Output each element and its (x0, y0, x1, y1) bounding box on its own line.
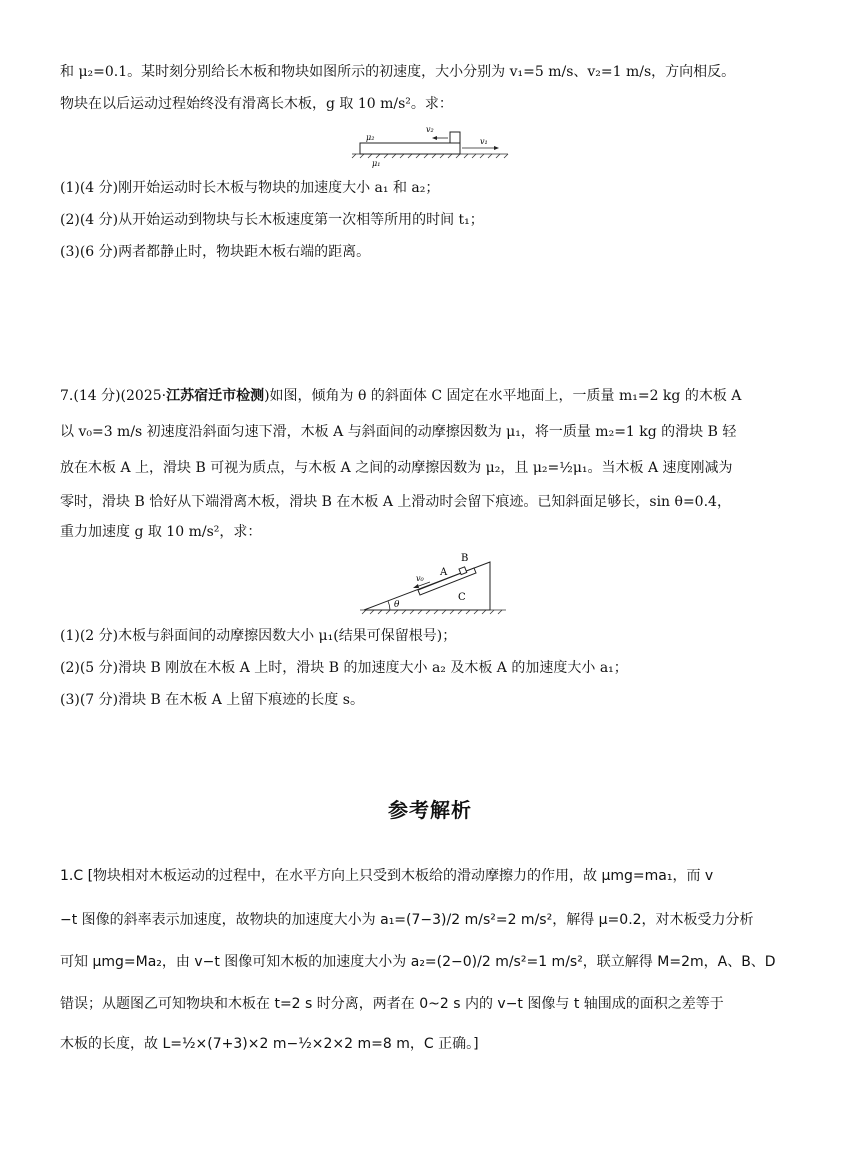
ground-hatch (360, 610, 506, 614)
label-c: C (458, 592, 466, 603)
q7-sub-3: (3)(7 分)滑块 B 在木板 A 上留下痕迹的长度 s。 (60, 692, 364, 708)
q6-sub-3: (3)(6 分)两者都静止时，物块距木板右端的距离。 (60, 244, 371, 260)
label-a: A (440, 567, 448, 578)
ground-hatch (352, 154, 508, 158)
q7-source: 江苏宿迁市检测 (166, 388, 265, 404)
block (450, 132, 460, 143)
answer-1-line-2: −t 图像的斜率表示加速度，故物块的加速度大小为 a₁=(7−3)/2 m/s²=2 m/s²，解得 μ=0.2，对木板受力分析 (60, 912, 754, 928)
q7-text-line-2: 以 v₀=3 m/s 初速度沿斜面匀速下滑，木板 A 与斜面间的动摩擦因数为 μ₁，将一质量 m₂=1 kg 的滑块 B 轻 (60, 424, 737, 440)
q6-text-line-1: 和 μ₂=0.1。某时刻分别给长木板和物块如图所示的初速度，大小分别为 v₁=5 m/s、v₂=1 m/s，方向相反。 (60, 64, 736, 80)
q6-figure-board-block (350, 120, 510, 168)
answer-1-line-4: 错误；从题图乙可知物块和木板在 t=2 s 时分离，两者在 0~2 s 内的 v−t 图像与 t 轴围成的面积之差等于 (60, 996, 724, 1012)
v1-arrowhead (494, 146, 499, 150)
q7-text-line-3: 放在木板 A 上，滑块 B 可视为质点，与木板 A 之间的动摩擦因数为 μ₂，且 μ₂=½μ₁。当木板 A 速度刚减为 (60, 460, 733, 476)
label-v0: v₀ (416, 574, 424, 583)
v0-arrowhead (413, 584, 419, 588)
q7-figure-incline (360, 548, 510, 618)
q6-sub-1: (1)(4 分)刚开始运动时长木板与物块的加速度大小 a₁ 和 a₂； (60, 180, 440, 196)
answer-1-line-1: 1.C [物块相对木板运动的过程中，在水平方向上只受到木板给的滑动摩擦力的作用，故 μmg=ma₁，而 v (60, 868, 714, 884)
label-mu2: μ₂ (366, 133, 375, 142)
q6-text-line-2: 物块在以后运动过程始终没有滑离长木板，g 取 10 m/s²。求： (60, 96, 453, 112)
q7-prefix: 7.(14 分)(2025· (60, 388, 167, 404)
q7-text-line-5: 重力加速度 g 取 10 m/s²，求： (60, 524, 262, 540)
v2-arrowhead (432, 136, 437, 140)
label-mu1: μ₁ (372, 159, 381, 168)
q7-sub-1: (1)(2 分)木板与斜面间的动摩擦因数大小 μ₁(结果可保留根号)； (60, 628, 457, 644)
answer-1-line-3: 可知 μmg=Ma₂，由 v−t 图像可知木板的加速度大小为 a₂=(2−0)/2 m/s²=1 m/s²，联立解得 M=2m，A、B、D (60, 954, 776, 970)
label-theta: θ (394, 600, 400, 610)
long-board (360, 143, 460, 154)
answer-1-line-5: 木板的长度，故 L=½×(7+3)×2 m−½×2×2 m=8 m，C 正确。] (60, 1036, 479, 1052)
q7-text-line-1 (60, 386, 741, 406)
q6-sub-2: (2)(4 分)从开始运动到物块与长木板速度第一次相等所用的时间 t₁； (60, 212, 484, 228)
label-v1: v₁ (480, 137, 488, 146)
q7-line-1-rest: )如图，倾角为 θ 的斜面体 C 固定在水平地面上，一质量 m₁=2 kg 的木板 A (264, 388, 742, 404)
q7-text-line-4: 零时，滑块 B 恰好从下端滑离木板，滑块 B 在木板 A 上滑动时会留下痕迹。已知斜面足够长，sin θ=0.4， (60, 494, 731, 510)
answers-heading: 参考解析 (388, 798, 472, 822)
label-b: B (461, 553, 469, 564)
label-v2: v₂ (426, 125, 434, 134)
q7-sub-2: (2)(5 分)滑块 B 刚放在木板 A 上时，滑块 B 的加速度大小 a₂ 及木板 A 的加速度大小 a₁； (60, 660, 628, 676)
